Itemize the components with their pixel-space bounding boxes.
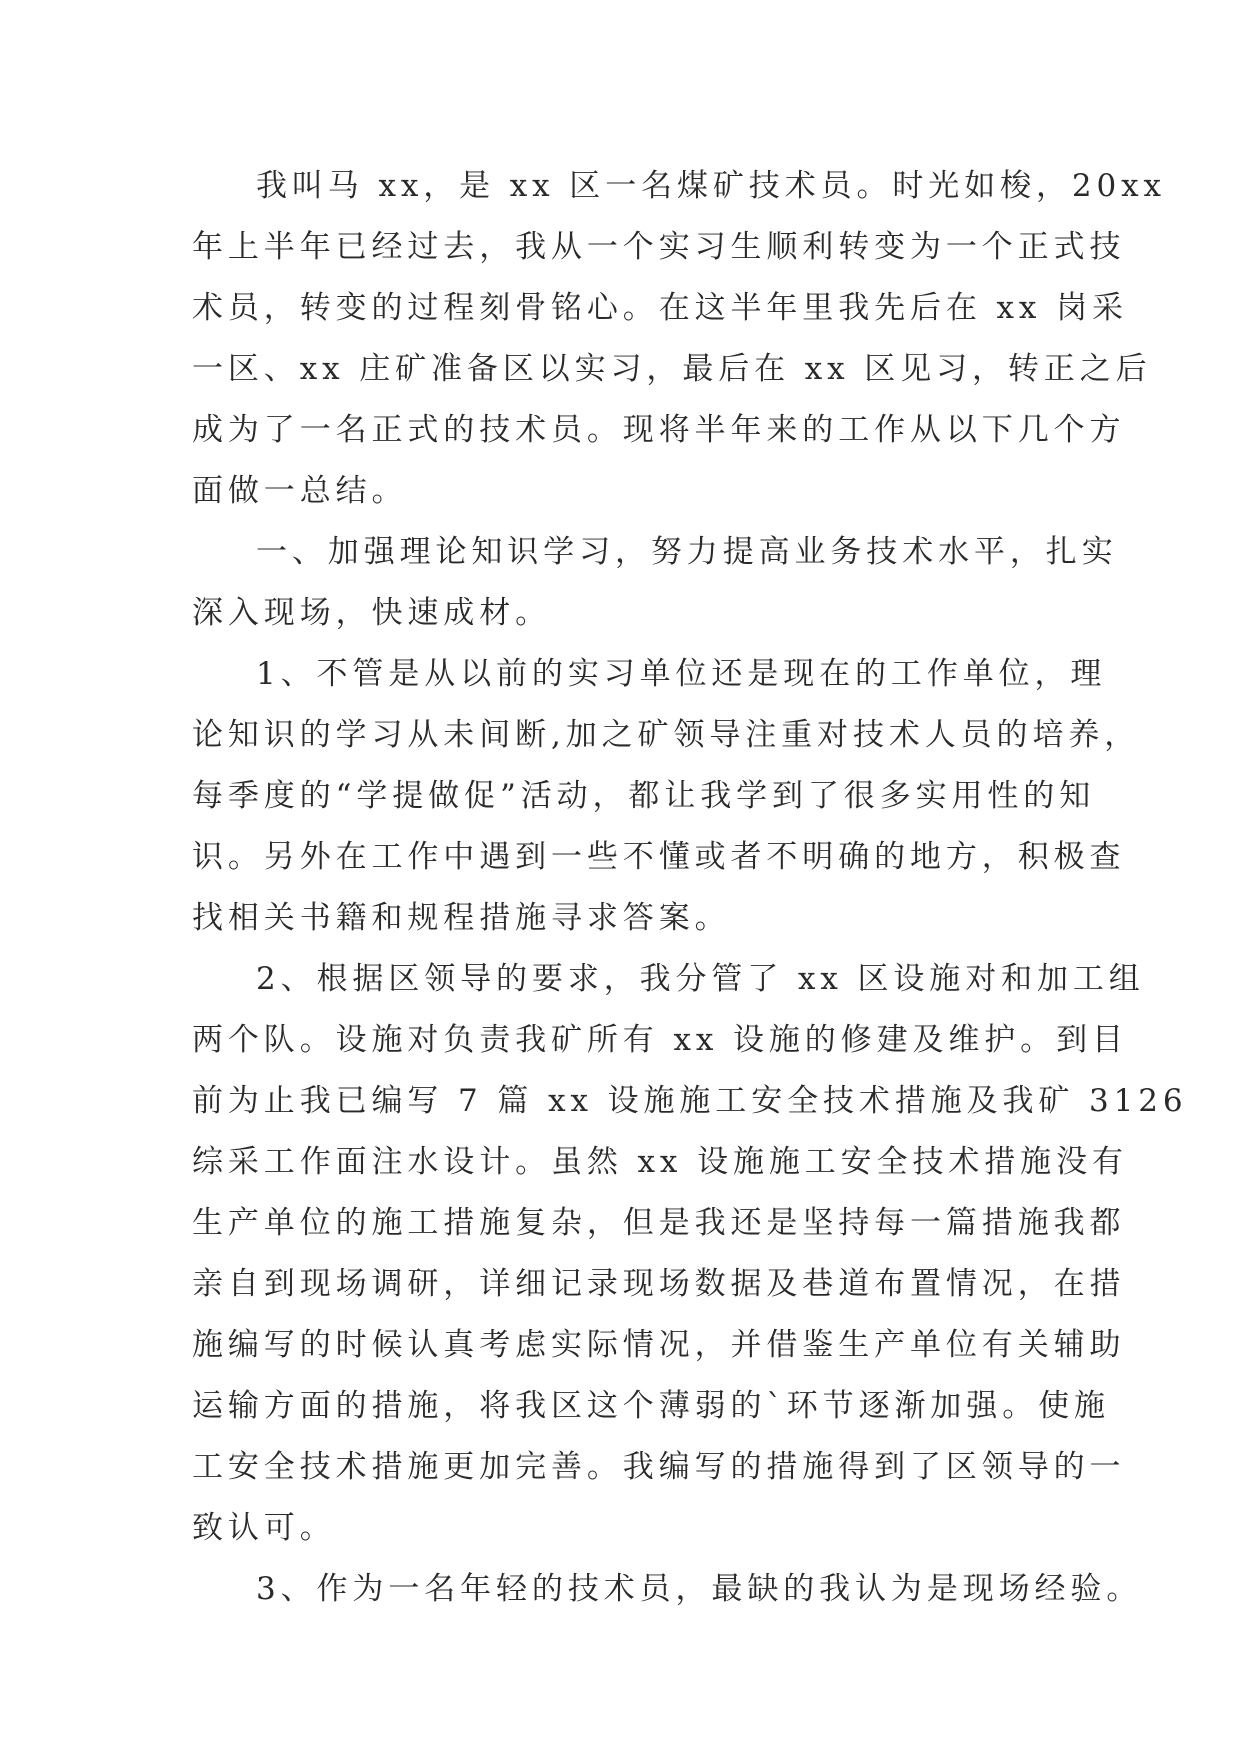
paragraph-line: 2、根据区领导的要求，我分管了 xx 区设施对和加工组 — [256, 961, 1145, 997]
paragraph-line: 年上半年已经过去，我从一个实习生顺利转变为一个正式技 — [192, 229, 1126, 265]
paragraph-line: 每季度的“学提做促”活动，都让我学到了很多实用性的知 — [192, 778, 1096, 814]
paragraph-line: 两个队。设施对负责我矿所有 xx 设施的修建及维护。到目 — [192, 1022, 1128, 1058]
paragraph-line: 我叫马 xx，是 xx 区一名煤矿技术员。时光如梭，20xx — [256, 168, 1166, 204]
paragraph-line: 工安全技术措施更加完善。我编写的措施得到了区领导的一 — [192, 1449, 1126, 1485]
paragraph-line: 一区、xx 庄矿准备区以实习，最后在 xx 区见习，转正之后 — [192, 351, 1152, 387]
paragraph-line: 识。另外在工作中遇到一些不懂或者不明确的地方，积极查 — [192, 839, 1126, 875]
document-page — [192, 156, 1188, 1620]
paragraph-line: 亲自到现场调研，详细记录现场数据及巷道布置情况，在措 — [192, 1266, 1126, 1302]
paragraph-line: 术员，转变的过程刻骨铭心。在这半年里我先后在 xx 岗采 — [192, 290, 1128, 326]
section-heading-line: 深入现场，快速成材。 — [192, 595, 551, 631]
paragraph-line: 致认可。 — [192, 1510, 336, 1546]
paragraph-line: 综采工作面注水设计。虽然 xx 设施施工安全技术措施没有 — [192, 1144, 1128, 1180]
paragraph-line: 施编写的时候认真考虑实际情况，并借鉴生产单位有关辅助 — [192, 1327, 1126, 1363]
section-heading-line: 一、加强理论知识学习，努力提高业务技术水平，扎实 — [256, 534, 1118, 570]
paragraph-line: 运输方面的措施，将我区这个薄弱的`环节逐渐加强。使施 — [192, 1388, 1110, 1424]
paragraph-line: 3、作为一名年轻的技术员，最缺的我认为是现场经验。 — [256, 1571, 1143, 1607]
paragraph-line: 论知识的学习从未间断,加之矿领导注重对技术人员的培养， — [192, 717, 1141, 753]
paragraph-line: 生产单位的施工措施复杂，但是我还是坚持每一篇措施我都 — [192, 1205, 1126, 1241]
paragraph-line: 1、不管是从以前的实习单位还是现在的工作单位，理 — [256, 656, 1107, 692]
paragraph-line: 成为了一名正式的技术员。现将半年来的工作从以下几个方 — [192, 412, 1126, 448]
paragraph-line: 找相关书籍和规程措施寻求答案。 — [192, 900, 731, 936]
paragraph-line: 面做一总结。 — [192, 473, 408, 509]
paragraph-line: 前为止我已编写 7 篇 xx 设施施工安全技术措施及我矿 3126 — [192, 1083, 1188, 1119]
